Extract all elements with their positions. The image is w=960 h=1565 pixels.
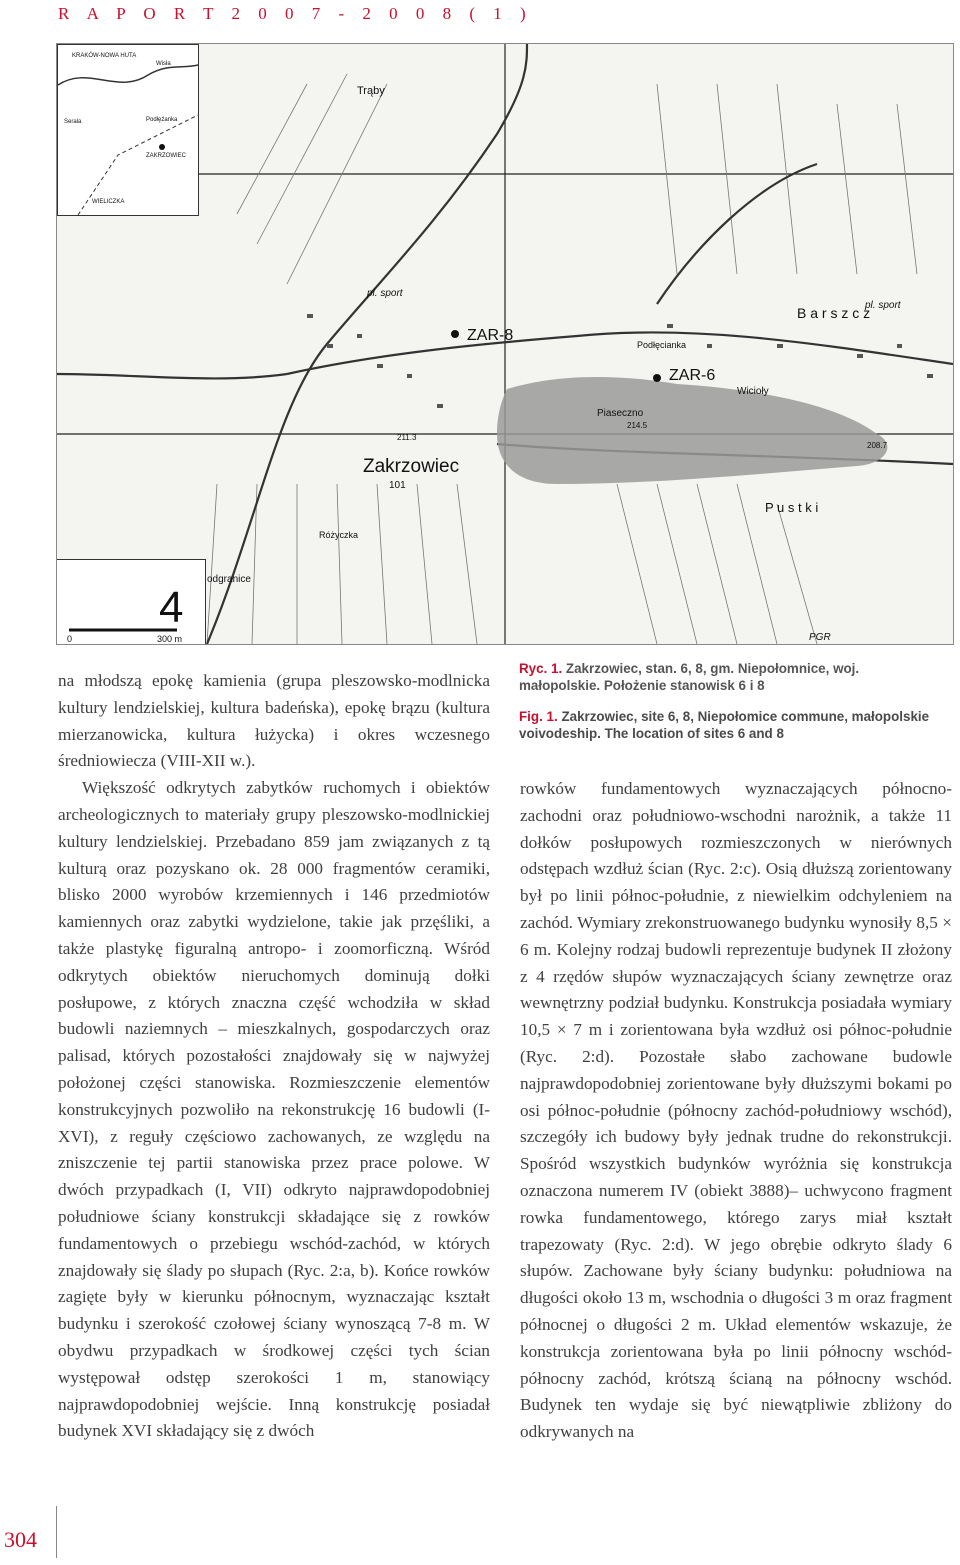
label-101: 101 [389,480,406,491]
page-number-rule [56,1506,57,1558]
scale-zero: 0 [67,634,73,644]
label-sport-2: pl. sport [865,300,901,311]
label-zakrzowiec: Zakrzowiec [363,456,460,477]
label-208-7: 208.7 [867,441,888,450]
left-paragraph-2: Większość odkrytych zabytków ruchomych i obiektów archeologicznych to materiały grupy pleszowsko-modlnickiej kultury lendzielskiej. Przebadano 859 jam związanych z tą kulturą oraz pozyskano ok. 28 000 fragmentów ceramiki, blisko 2000 wyrobów krzemiennych i 146 przedmiotów kamiennych oraz zabytki wydzielone, takie jak przęśliki, a także plastykę figuralną antropo- i zoomorficzną. Wśród odkrytych obiektów nieruchomych dominują dołki posłupowe, z których znaczna część wchodziła w skład budowli naziemnych – mieszkalnych, gospodarczych oraz palisad, których pozostałości znajdowały się w najwyżej położonej części stanowiska. Rozmieszczenie elementów konstrukcyjnych pozwoliło na rekonstrukcję 16 budowli (I-XVI), z reguły częściowo zachowanych, ze względu na zniszczenie tej partii stanowiska przez prace polowe. W dwóch przypadkach (I, VII) odkryto najprawdopodobniej południowe ściany konstrukcji składające się z rowków fundamentowych o przebiegu wschód-zachód, w których znajdowały się ślady po słupach (Ryc. 2:a, b). Końce rowków zagięte były w kierunku północnym, wyznaczając kształt budynku i szerokość czołowej ściany wynoszącą 7-8 m. W obydwu przypadkach w środkowej części tych ścian występował odstęp szerokości 1 m, stanowiący najprawdopodobniej wejście. Inną konstrukcję posiadał budynek XVI składający się z dwóch [58,778,490,1441]
label-traby: Trąby [357,85,385,97]
inset-site-marker [159,144,165,150]
inset-map-drawing [58,45,198,215]
label-rozyczka: Różyczka [319,530,359,540]
caption-polish-text: Zakrzowiec, stan. 6, 8, gm. Niepołomnice, woj. małopolskie. Położenie stanowisk 6 i 8 [519,661,860,693]
inset-label-serala: Serala [64,119,82,125]
label-zar8: ZAR-8 [467,327,514,344]
scale-distance: 300 m [157,634,183,644]
caption-polish [519,660,939,694]
label-zar6: ZAR-6 [669,367,716,384]
site-6-marker [653,374,661,382]
label-wicioly: Wicioły [737,386,769,397]
inset-label-podlezanka: Podłęźanka [146,117,178,123]
site-area-shading [497,377,887,484]
label-sport-1: pl. sport [367,288,403,299]
inset-locator-map [57,44,199,216]
right-text-column [520,776,952,1446]
scale-map-number: 4 [159,583,184,632]
label-podgranice: odgranice [207,574,251,585]
right-paragraph-1: rowków fundamentowych wyznaczających północno-zachodni oraz południowo-wschodni narożnik, a także 11 dołków posłupowych rozmieszczonych w nierównych odstępach wzdłuż ścian (Ryc. 2:c). Osią dłuższą zorientowany był po linii północ-południe, z niewielkim odchyleniem na zachód. Wymiary zrekonstruowanego budynku wynosiły 8,5 × 6 m. Kolejny rodzaj budowli reprezentuje budynek II złożony z 4 rzędów słupów wyznaczających ściany zewnętrze oraz wewnętrzny podział budynku. Konstrukcja posiadała wymiary 10,5 × 7 m i zorientowana była wzdłuż osi północ-południe (Ryc. 2:d). Pozostałe słabo zachowane budowle najprawdopodobniej zorientowane były dłuższymi bokami po osi północ-południe (północny zachód-południowy wschód), szczegóły ich budowy były jednak trudne do rekonstrukcji. Spośród wszystkich budynków wyróżnia się konstrukcja oznaczona numerem IV (obiekt 3888)– uchwycono fragment rowka fundamentowego, którego zarys miał kształt trapezowaty (Ryc. 2:d). W jego obrębie odkryto ślady 6 słupów. Zachowane były ściany budynku: południowa na długości około 13 m, wschodnia o długości 3 m oraz fragment północnej o długości 2 m. Układ elementów wskazuje, że konstrukcja zorientowana była po linii północny wschód-północny zachód, krótszą ścianą na północny wschód. Budynek ten wydaje się być niewątpliwie zbliżony do odkrywanych na [520,779,952,1442]
label-podlecianka: Podłęcianka [637,340,687,350]
left-paragraph-1: na młodszą epokę kamienia (grupa pleszowsko-modlnicka kultury lendzielskiej, kultura badeńska), epokę brązu (kultura mierzanowicka, kultura łużycka) i okres wczesnego średniowiecza (VIII-XII w.). [58,671,490,771]
inset-label-wisla: Wisła [156,61,171,67]
running-head: R A P O R T 2 0 0 7 - 2 0 0 8 ( 1 ) [58,4,533,23]
caption-english-text: Zakrzowiec, site 6, 8, Niepołomice commune, małopolskie voivodeship. The location of sites 6 and 8 [519,709,930,741]
page-number: 304 [4,1527,37,1552]
inset-label-wieliczka: WIELICZKA [92,199,125,205]
caption-polish-label: Ryc. 1. [519,661,563,676]
left-text-column [58,668,490,1445]
field-strips [207,74,917,644]
inset-label-zakrzowiec: ZAKRZOWIEC [146,153,186,159]
caption-english [519,708,939,742]
site-location-map [56,43,954,645]
label-piaseczno: Piaseczno [597,408,644,419]
caption-english-label: Fig. 1. [519,709,558,724]
site-8-marker [451,330,459,338]
label-barszcz: B a r s z c z [797,305,871,321]
inset-label-krakow: KRAKÓW-NOWA HUTA [72,53,137,59]
scale-drawing [57,560,205,644]
label-pustki: P u s t k i [765,500,819,515]
label-214-5: 214.5 [627,421,648,430]
label-pgr: PGR [809,632,831,643]
label-211-3: 211.3 [397,433,417,442]
map-scale [57,559,206,644]
